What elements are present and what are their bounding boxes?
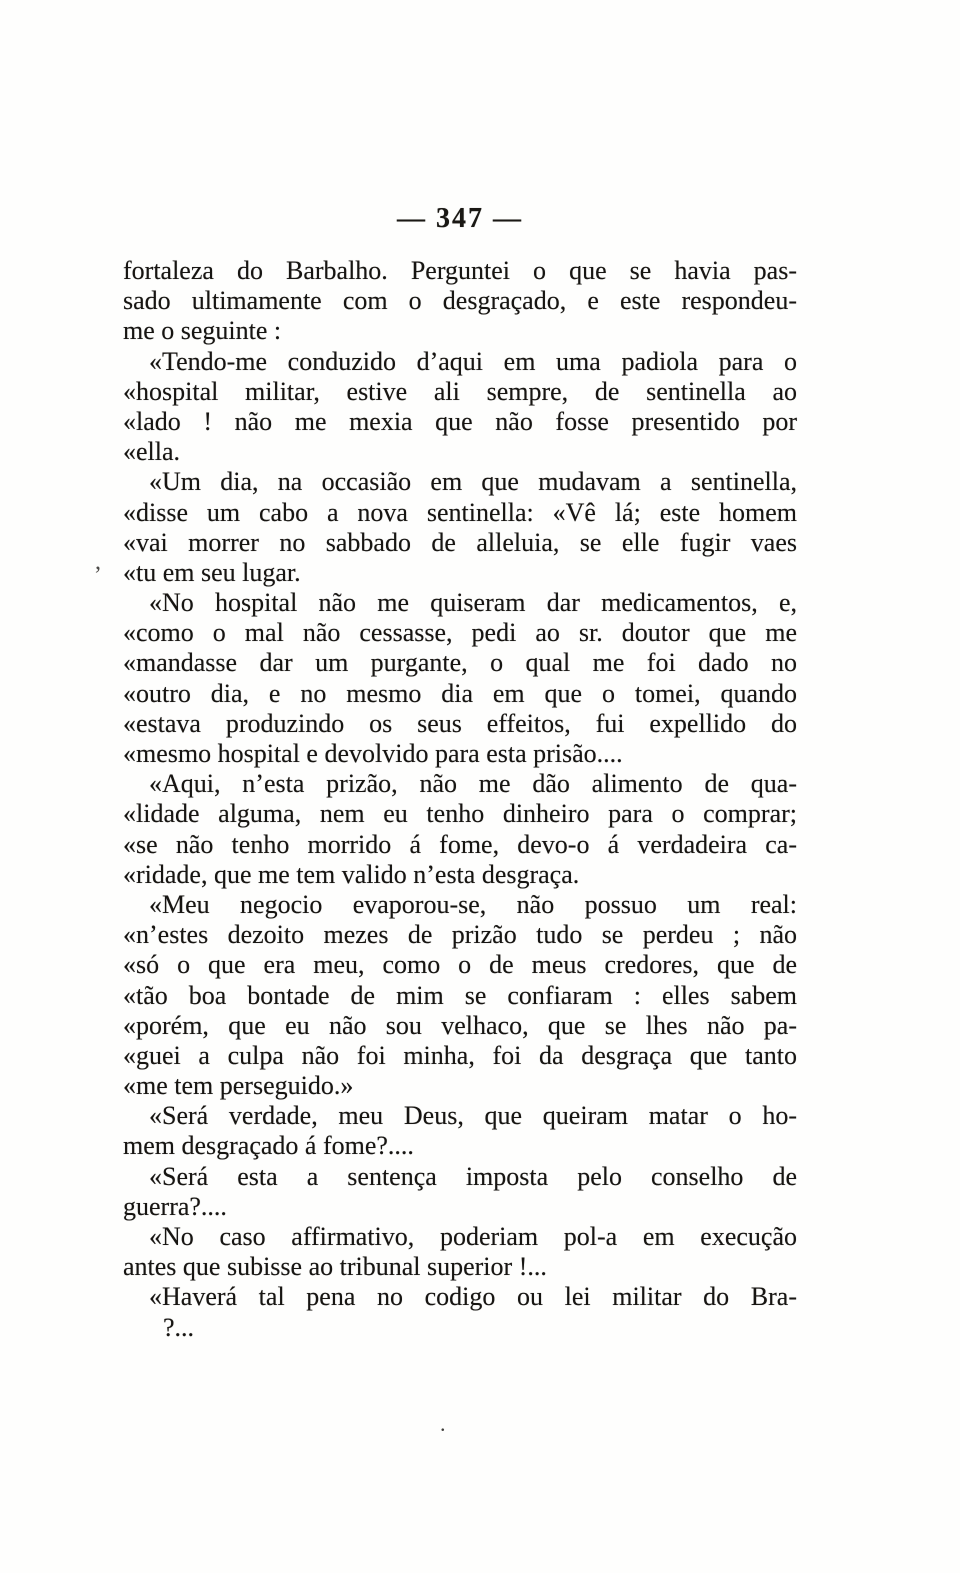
text-line: me o seguinte :: [123, 316, 282, 346]
text-line: ?...: [163, 1312, 195, 1342]
text-line: antes que subisse ao tribunal superior !...: [123, 1252, 547, 1282]
text-line: sado ultimamente com o desgraçado, e este respondeu-: [123, 286, 797, 316]
text-line: «n’estes dezoito mezes de prizão tudo se perdeu ; não: [123, 920, 797, 950]
text-line: «guei a culpa não foi minha, foi da desgraça que tanto: [123, 1040, 797, 1070]
text-line: «No hospital não me quiseram dar medicamentos, e,: [149, 588, 797, 618]
text-line: «No caso affirmativo, poderiam pol-a em execução: [149, 1222, 797, 1251]
text-line: «hospital militar, estive ali sempre, de sentinella ao: [123, 376, 797, 406]
text-line: «lado ! não me mexia que não fosse presentido por: [123, 406, 797, 436]
text-line: «Tendo-me conduzido d’aqui em uma padiola para o: [149, 346, 797, 376]
text-line: «porém, que eu não sou velhaco, que se lhes não pa-: [123, 1010, 797, 1040]
text-line: «se não tenho morrido á fome, devo-o á verdadeira ca-: [123, 829, 797, 859]
text-line: mem desgraçado á fome?....: [123, 1131, 414, 1161]
text-line: «me tem perseguido.»: [123, 1071, 354, 1101]
text-line: «lidade alguma, nem eu tenho dinheiro para o comprar;: [123, 799, 797, 829]
text-line: fortaleza do Barbalho. Perguntei o que se havia pas-: [123, 256, 797, 285]
text-line: «ella.: [123, 437, 181, 467]
scan-dot-artifact: .: [440, 1411, 446, 1436]
text-line: «Aqui, n’esta prizão, não me dão alimento de qua-: [149, 769, 797, 799]
text-line: «ridade, que me tem valido n’esta desgraça.: [123, 859, 580, 889]
text-line: «Haverá tal pena no codigo ou lei militar do Bra-: [149, 1282, 797, 1312]
margin-comma-artifact: ,: [95, 549, 101, 575]
text-line: «outro dia, e no mesmo dia em que o tomei, quando: [123, 678, 797, 708]
text-line: «tu em seu lugar.: [123, 557, 301, 587]
text-line: «mesmo hospital e devolvido para esta prisão....: [123, 739, 623, 768]
text-line: «Meu negocio evaporou-se, não possuo um real:: [149, 889, 797, 919]
text-line: «Será esta a sentença imposta pelo conselho de: [149, 1161, 797, 1191]
text-line: «Será verdade, meu Deus, que queiram matar o ho-: [149, 1101, 797, 1131]
page-text: [123, 256, 797, 1343]
text-line: «só o que era meu, como o de meus credores, que de: [123, 950, 797, 980]
text-line: «estava produzindo os seus effeitos, fui expellido do: [123, 708, 797, 738]
text-line: «tão boa bontade de mim se confiaram : elles sabem: [123, 980, 797, 1010]
text-line: «Um dia, na occasião em que mudavam a sentinella,: [149, 467, 797, 497]
text-line: «como o mal não cessasse, pedi ao sr. doutor que me: [123, 618, 797, 648]
text-line: guerra?....: [123, 1191, 227, 1221]
text-line: «disse um cabo a nova sentinella: «Vê lá; este homem: [123, 497, 797, 527]
page-number: — 347 —: [397, 203, 523, 234]
text-line: «mandasse dar um purgante, o qual me foi dado no: [123, 648, 797, 678]
text-line: «vai morrer no sabbado de alleluia, se elle fugir vaes: [123, 527, 797, 557]
